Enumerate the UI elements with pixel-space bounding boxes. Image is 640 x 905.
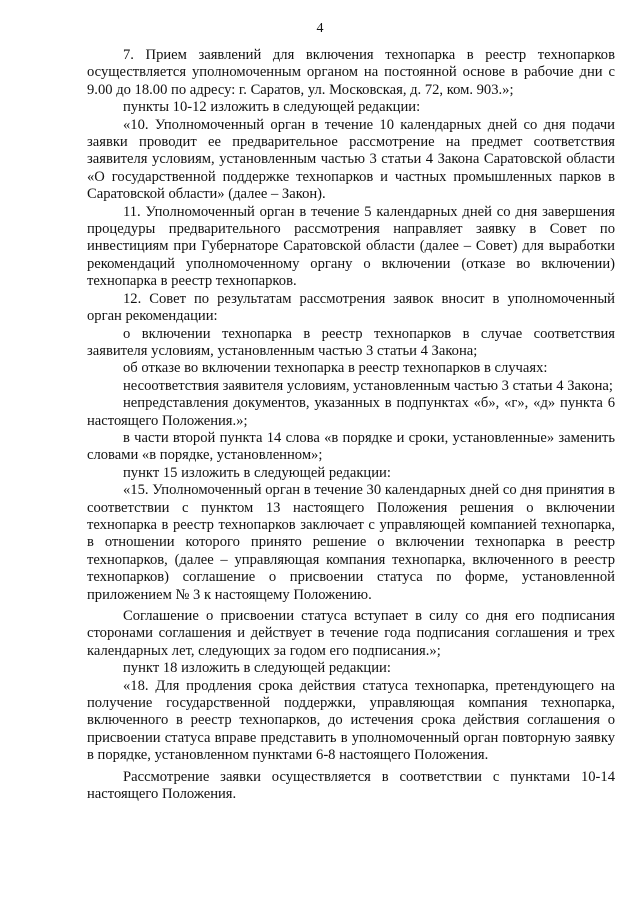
paragraph-amend-item-18: пункт 18 изложить в следующей редакции:: [123, 660, 391, 677]
paragraph-item-15: «15. Уполномоченный орган в течение 30 календарных дней со дня принятия в соответствии с пунктом 13 настоящего Положения решения о включении технопарка в реестр технопарков заключает с управляющей компанией технопарка, в отношении которого принято решение о включении технопарка в реестр технопарков, (далее – управляющая компания технопарка, включенного в реестр технопарков) соглашение о присвоении статуса по форме, установленной приложением № 3 к настоящему Положению.: [87, 482, 615, 603]
paragraph-nonconformity: несоответствия заявителя условиям, установленным частью 3 статьи 4 Закона;: [123, 377, 613, 394]
paragraph-item-14-change: в части второй пункта 14 слова «в порядке и сроки, установленные» заменить словами «в порядке, установленном»;: [87, 429, 615, 464]
paragraph-item-11: 11. Уполномоченный орган в течение 5 календарных дней со дня завершения процедуры предварительного рассмотрения направляет заявку в Совет по инвестициям при Губернаторе Саратовской области (далее – Совет) для выработки рекомендаций уполномоченному органу о включении (отказе во включении) технопарка в реестр технопарков.: [87, 203, 615, 290]
paragraph-item-12: 12. Совет по результатам рассмотрения заявок вносит в уполномоченный орган рекомендации:: [87, 290, 615, 325]
paragraph-amend-item-15: пункт 15 изложить в следующей редакции:: [123, 464, 391, 481]
paragraph-agreement-validity: Соглашение о присвоении статуса вступает в силу со дня его подписания сторонами соглашения и действует в течение года подписания соглашения и трех календарных лет, следующих за годом его подписания.»;: [87, 608, 615, 659]
paragraph-inclusion-recommendation: о включении технопарка в реестр технопарков в случае соответствия заявителя условиям, установленным частью 3 статьи 4 Закона;: [87, 325, 615, 359]
paragraph-missing-documents: непредставления документов, указанных в подпунктах «б», «г», «д» пункта 6 настоящего Положения.»;: [87, 395, 615, 429]
paragraph-application-review: Рассмотрение заявки осуществляется в соответствии с пунктами 10-14 настоящего Положения.: [87, 768, 615, 803]
document-body: [87, 47, 615, 803]
paragraph-item-10: «10. Уполномоченный орган в течение 10 календарных дней со дня подачи заявки проводит ее предварительное рассмотрение на предмет соответствия заявителя условиям, установленным частью 3 статьи 4 Закона Саратовской области «О государственной поддержке технопарков и частных промышленных парков в Саратовской области» (далее – Закон).: [87, 116, 615, 203]
paragraph-item-18: «18. Для продления срока действия статуса технопарка, претендующего на получение государственной поддержки, управляющая компания технопарка, включенного в реестр технопарков, до истечения срока действия соглашения о присвоении статуса вправе представить в уполномоченный орган повторную заявку в порядке, установленном пунктами 6-8 настоящего Положения.: [87, 677, 615, 764]
page-number: 4: [316, 21, 324, 36]
paragraph-item-7: 7. Прием заявлений для включения технопарка в реестр технопарков осуществляется уполномоченным органом на постоянной основе в рабочие дни с 9.00 до 18.00 по адресу: г. Саратов, ул. Московская, д. 72, ком. 903.»;: [87, 47, 615, 98]
paragraph-refusal-cases: об отказе во включении технопарка в реестр технопарков в случаях:: [123, 360, 548, 377]
paragraph-amend-items-10-12: пункты 10-12 изложить в следующей редакции:: [123, 99, 421, 116]
